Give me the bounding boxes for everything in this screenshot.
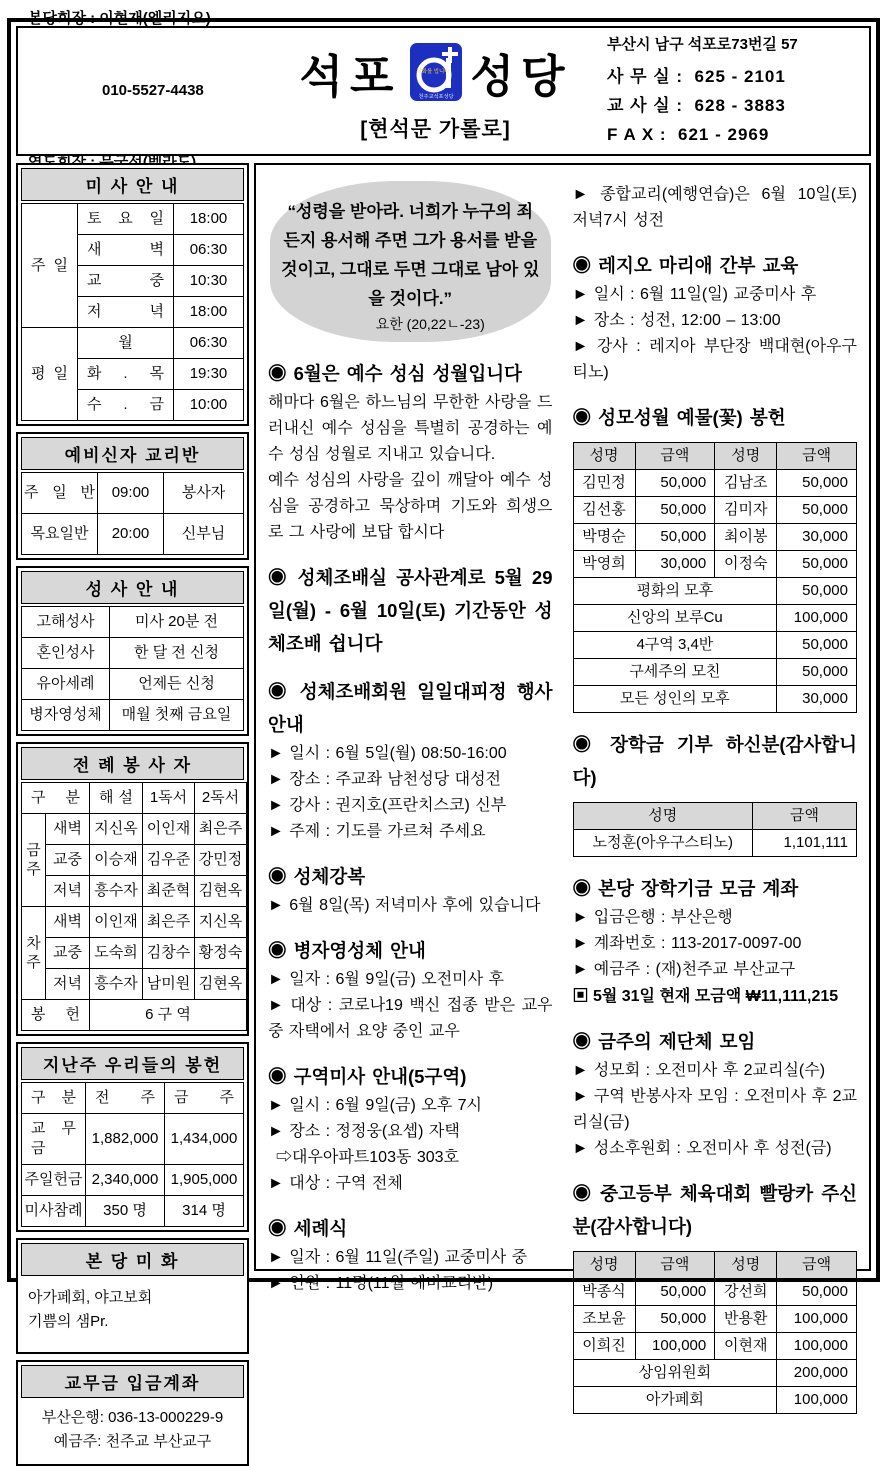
section-communion-for-sick [268,934,553,1045]
bullet-item: ► 일시 : 6월 11일(일) 교중미사 후 [572,286,817,303]
section-sacred-heart-month [268,357,553,546]
table-cell: 이승재 [90,845,143,876]
table-cell: 2독서 [195,783,247,814]
table-cell: 교중 [46,938,90,969]
table-cell: 100,000 [777,1333,857,1360]
table-row [573,605,857,632]
section-heading: ◉ 병자영성체 안내 [268,940,426,961]
table-row [22,1196,244,1227]
table-cell: 화 . 목 [78,359,174,390]
fax-number: F A X : 621 - 2969 [607,125,770,144]
table-row [22,669,244,700]
table-cell: 50,000 [777,578,857,605]
table-cell: 10:00 [174,390,244,421]
table-cell: 해 설 [90,783,143,814]
logo-peace-text: 평화를 빕니다 [416,69,449,75]
table-cell: 최준혁 [143,876,195,907]
table-cell: 저녁 [46,969,90,1000]
bullet-item: ► 종합교리(예행연습)은 6월 10일(토) 저녁7시 성전 [572,186,857,229]
table-cell: 교중 [46,845,90,876]
church-title-block [264,40,607,143]
section-heading: ◉ 세례식 [268,1218,348,1239]
gospel-quote-reference: 요한 (20,22ㄴ-23) [375,316,485,332]
table-cell: 흥수자 [90,876,143,907]
panel-title: 예비신자 교리반 [21,437,244,470]
section-benediction [268,860,553,919]
table-cell: 새 벽 [78,235,174,266]
table-cell: 350 명 [86,1196,165,1227]
table-cell: 1,101,111 [753,830,857,857]
church-logo-icon [409,42,463,102]
sacraments-table [21,606,244,731]
bullet-item: ► 강사 : 레지아 부단장 백대현(아우구티노) [572,338,857,381]
table-row [573,659,857,686]
table-row [573,497,857,524]
table-cell: 토 요 일 [78,204,174,235]
table-cell: 매월 첫째 금요일 [110,700,244,731]
table-cell: 구 분 [22,1083,86,1114]
table-cell: 월 [78,328,174,359]
table-cell: 평 일 [22,328,78,421]
bullet-item: ► 일자 : 6월 11일(주일) 교중미사 중 [268,1249,528,1266]
table-cell: 수 . 금 [78,390,174,421]
table-cell: 금액 [753,803,857,830]
table-row [573,551,857,578]
table-row [22,638,244,669]
bullet-item: ► 일시 : 6월 9일(금) 오후 7시 [268,1097,482,1114]
table-cell: 이현재 [715,1333,777,1360]
panel-liturgy-servers [16,742,249,1036]
table-cell: 금 주 [165,1083,244,1114]
table-cell: 주 일 [22,204,78,328]
table-cell: 2,340,000 [86,1165,165,1196]
table-cell: 봉사자 [164,473,244,514]
table-row [22,328,244,359]
announcements-column-left [268,167,553,1292]
bullet-item: ► 인원 : 11명(11월 예비교리반) [268,1275,494,1292]
section-may-flower-offering [573,401,858,713]
bullet-item: ► 일자 : 6월 9일(금) 오전미사 후 [268,971,504,988]
paragraph: 예수 성심의 사랑을 깊이 깨달아 예수 성심을 공경하고 묵상하며 기도와 희생으로 그 사랑에 보답 합시다 [268,472,553,541]
section-rehearsal-note [573,182,858,234]
table-cell: 10:30 [174,266,244,297]
bullet-item: ► 구역 반봉사자 모임 : 오전미사 후 2교리실(금) [572,1088,857,1131]
table-cell: 100,000 [635,1333,715,1360]
panel-title: 미 사 안 내 [21,168,244,201]
section-heading: ◉ 성모성월 예물(꽃) 봉헌 [572,407,786,428]
table-cell: 지신옥 [195,907,247,938]
table-cell: 반용환 [715,1306,777,1333]
page-frame [7,10,880,1450]
bank-account-body [18,1400,247,1464]
table-cell: 성명 [573,803,753,830]
section-adoration-room-closed [268,561,553,660]
table-cell: 1,882,000 [86,1114,165,1165]
panel-mass-schedule [16,163,249,426]
table-cell: 19:30 [174,359,244,390]
table-row [573,443,857,470]
panel-title: 본 당 미 화 [21,1243,244,1276]
office-phone: 사 무 실 : 625 - 2101 [607,67,786,86]
panel-last-week-offering [16,1042,249,1232]
table-cell: 50,000 [777,551,857,578]
table-cell: 314 명 [165,1196,244,1227]
bullet-item: ► 대상 : 코로나19 백신 접종 받은 교우 중 자택에서 요양 중인 교우 [268,997,553,1040]
panel-title: 교무금 입금계좌 [21,1365,244,1398]
bullet-item: ► 성소후원회 : 오전미사 후 성전(금) [572,1140,832,1157]
panel-sacraments [16,566,249,736]
table-cell: 성명 [573,443,635,470]
bullet-item: ► 일시 : 6월 5일(월) 08:50-16:00 [268,745,507,762]
table-row [573,830,857,857]
table-cell: 30,000 [777,524,857,551]
table-cell: 김선홍 [573,497,635,524]
panel-title: 지난주 우리들의 봉헌 [21,1047,244,1080]
edu-office-phone: 교 사 실 : 628 - 3883 [607,96,786,115]
section-scholarship-donor [573,728,858,857]
logo-church-text: 천주교석포성당 [417,94,454,100]
table-row [22,607,244,638]
bullet-item: ► 예금주 : (재)천주교 부산교구 [572,961,796,978]
table-cell: 이희진 [573,1333,635,1360]
section-heading: ◉ 장학금 기부 하신분(감사합니다) [572,734,857,788]
table-cell: 박종식 [573,1279,635,1306]
table-row [573,1333,857,1360]
table-cell: 성명 [715,443,777,470]
fund-total-note: ▣ 5월 31일 현재 모금액 ₩11,111,215 [572,988,839,1005]
table-row [573,524,857,551]
panel-title: 성 사 안 내 [21,571,244,604]
table-cell: 김현옥 [195,876,247,907]
section-baptism [268,1212,553,1297]
table-cell: 조보윤 [573,1306,635,1333]
table-row [573,470,857,497]
table-row [573,1387,857,1414]
parish-flowers-body [18,1278,247,1352]
section-heading: ◉ 성체조배회원 일일대피정 행사 안내 [268,681,553,735]
text-line: 부산은행: 036-13-000229-9 [41,1409,224,1426]
section-palanca-donors [573,1177,858,1414]
table-cell: 평화의 모후 [573,578,777,605]
liturgy-servers-table [21,782,247,1031]
table-cell: 09:00 [98,473,164,514]
table-cell: 구 분 [22,783,90,814]
table-cell: 금액 [777,443,857,470]
panel-parish-flowers [16,1238,249,1354]
table-cell: 금주 [22,814,46,907]
table-cell: 100,000 [777,605,857,632]
table-cell: 금액 [635,1252,715,1279]
table-row [22,1083,244,1114]
section-heading: ◉ 금주의 제단체 모임 [572,1031,756,1052]
bullet-item: ► 주제 : 기도를 가르쳐 주세요 [268,823,486,840]
table-cell: 혼인성사 [22,638,110,669]
table-cell: 차주 [22,907,46,1000]
table-cell: 봉 헌 [22,1000,90,1031]
table-cell: 200,000 [777,1360,857,1387]
table-cell: 최이봉 [715,524,777,551]
table-cell: 교 중 [78,266,174,297]
table-cell: 이인재 [143,814,195,845]
scholarship-donor-table [573,802,858,857]
table-cell: 병자영성체 [22,700,110,731]
palanca-donors-table [573,1251,858,1414]
table-cell: 100,000 [777,1306,857,1333]
table-row [22,876,247,907]
table-cell: 상임위원회 [573,1360,777,1387]
table-cell: 1,434,000 [165,1114,244,1165]
table-cell: 구세주의 모친 [573,659,777,686]
section-heading: ◉ 본당 장학기금 모금 계좌 [572,878,799,899]
bullet-item: ► 성모회 : 오전미사 후 2교리실(수) [572,1062,826,1079]
masthead [16,10,871,156]
table-cell: 교 무 금 [22,1114,86,1165]
table-row [22,514,244,555]
table-cell: 박명순 [573,524,635,551]
table-cell: 18:00 [174,297,244,328]
table-row [22,938,247,969]
church-address: 부산시 남구 석포로73번길 57 [607,36,798,53]
section-district-mass [268,1060,553,1197]
table-cell: 김민정 [573,470,635,497]
table-cell: 남미원 [143,969,195,1000]
catechism-table [21,472,244,555]
table-row [22,1000,247,1031]
table-cell: 황정숙 [195,938,247,969]
table-cell: 1독서 [143,783,195,814]
table-cell: 50,000 [635,470,715,497]
text-line: 아가페회, 야고보회 [28,1289,153,1306]
table-cell: 김남조 [715,470,777,497]
table-cell: 김창수 [143,938,195,969]
table-cell: 이정숙 [715,551,777,578]
table-row [22,845,247,876]
table-cell: 새벽 [46,907,90,938]
left-sidebar [16,163,249,1450]
table-cell: 성명 [715,1252,777,1279]
table-cell: 30,000 [777,686,857,713]
bullet-item: ► 강사 : 권지호(프란치스코) 신부 [268,797,507,814]
table-cell: 김우준 [143,845,195,876]
table-cell: 김현옥 [195,969,247,1000]
table-cell: 목요일반 [22,514,98,555]
section-heading: ◉ 성체강복 [268,866,366,887]
section-legio-training [573,249,858,386]
section-weekly-group-meetings [573,1025,858,1162]
table-cell: 1,905,000 [165,1165,244,1196]
table-cell: 50,000 [635,1279,715,1306]
table-row [573,578,857,605]
section-heading: ◉ 중고등부 체육대회 빨랑카 주신분(감사합니다) [572,1183,857,1237]
church-title-right: 성당 [470,50,572,102]
content-area [16,163,871,1450]
table-row [22,1165,244,1196]
table-cell: 50,000 [777,1279,857,1306]
table-cell: 4구역 3,4반 [573,632,777,659]
staff-line: 본당회장 : 이현재(엘리지오) [28,10,211,27]
bullet-subitem: ⇨대우아파트103동 303호 [276,1149,460,1166]
table-cell: 미사 20분 전 [110,607,244,638]
table-cell: 50,000 [777,497,857,524]
section-heading: ◉ 구역미사 안내(5구역) [268,1066,467,1087]
table-cell: 신부님 [164,514,244,555]
table-cell: 아가페회 [573,1387,777,1414]
panel-catechism-class [16,432,249,560]
section-heading: ◉ 성체조배실 공사관계로 5월 29일(월) - 6월 10일(토) 기간동안 성체조배 쉽니다 [268,567,553,654]
table-cell: 주일헌금 [22,1165,86,1196]
table-cell: 저녁 [46,876,90,907]
table-cell: 이인재 [90,907,143,938]
table-cell: 고해성사 [22,607,110,638]
table-cell: 한 달 전 신청 [110,638,244,669]
table-row [22,783,247,814]
table-cell: 강민정 [195,845,247,876]
table-row [22,204,244,235]
table-cell: 미사참례 [22,1196,86,1227]
table-row [22,1114,244,1165]
table-cell: 18:00 [174,204,244,235]
table-cell: 50,000 [777,470,857,497]
table-cell: 언제든 신청 [110,669,244,700]
table-cell: 100,000 [777,1387,857,1414]
table-cell: 유아세례 [22,669,110,700]
table-row [573,1360,857,1387]
church-title-row [264,40,607,105]
bullet-item: ► 장소 : 성전, 12:00 – 13:00 [572,312,781,329]
table-row [22,969,247,1000]
section-scholarship-account [573,872,858,1010]
table-row [22,907,247,938]
table-row [22,700,244,731]
table-cell: 노정훈(아우구스티노) [573,830,753,857]
bullet-item: ► 6월 8일(목) 저녁미사 후에 있습니다 [268,897,541,914]
offering-table [21,1082,244,1227]
panel-bank-account [16,1360,249,1466]
table-cell: 신앙의 보루Cu [573,605,777,632]
announcements-box [254,163,871,1408]
table-cell: 성명 [573,1252,635,1279]
table-cell: 06:30 [174,328,244,359]
mass-schedule-table [21,203,244,421]
table-row [573,686,857,713]
table-cell: 박영희 [573,551,635,578]
flower-offering-table [573,442,858,713]
church-title-left: 석포 [299,50,401,102]
bullet-item: ► 장소 : 주교좌 남천성당 대성전 [268,771,501,788]
gospel-quote-text: “성령을 받아라. 너희가 누구의 죄든지 용서해 주면 그가 용서를 받을 것이고, 그대로 두면 그대로 남아 있을 것이다.” [281,202,540,308]
pastor-subtitle: [현석문 가롤로] [360,117,511,141]
table-row [573,1279,857,1306]
announcements-column-right [572,167,858,1408]
table-cell: 50,000 [777,632,857,659]
table-row [22,814,247,845]
bullet-item: ► 장소 : 정정웅(요셉) 자택 [268,1123,460,1140]
table-cell: 금액 [777,1252,857,1279]
table-cell: 모든 성인의 모후 [573,686,777,713]
table-cell: 새벽 [46,814,90,845]
table-cell: 최은주 [143,907,195,938]
table-row [573,1306,857,1333]
table-cell: 30,000 [635,551,715,578]
table-cell: 저 녁 [78,297,174,328]
staff-phone: 010-5527-4438 [102,82,204,99]
gospel-quote-bubble [270,181,551,342]
table-cell: 김미자 [715,497,777,524]
table-cell: 6 구 역 [90,1000,247,1031]
contact-block [607,33,859,149]
section-heading: ◉ 6월은 예수 성심 성월입니다 [268,363,522,384]
table-cell: 50,000 [635,1306,715,1333]
text-line: 예금주: 천주교 부산교구 [53,1433,212,1450]
table-cell: 도숙희 [90,938,143,969]
bullet-item: ► 입금은행 : 부산은행 [572,909,733,926]
table-cell: 전 주 [86,1083,165,1114]
section-adoration-retreat [268,675,553,845]
table-cell: 흥수자 [90,969,143,1000]
table-cell: 50,000 [635,497,715,524]
bullet-item: ► 대상 : 구역 전체 [268,1175,403,1192]
bullet-item: ► 계좌번호 : 113-2017-0097-00 [572,935,802,952]
table-cell: 최은주 [195,814,247,845]
table-cell: 50,000 [635,524,715,551]
table-cell: 20:00 [98,514,164,555]
panel-title: 전 례 봉 사 자 [21,747,244,780]
section-heading: ◉ 레지오 마리애 간부 교육 [572,255,799,276]
table-cell: 06:30 [174,235,244,266]
text-line: 기쁨의 샘Pr. [28,1313,109,1330]
table-cell: 금액 [635,443,715,470]
table-row [573,632,857,659]
table-row [22,473,244,514]
table-cell: 50,000 [777,659,857,686]
paragraph: 해마다 6월은 하느님의 무한한 사랑을 드러내신 예수 성심을 특별히 공경하는 예수 성심 성월로 지내고 있습니다. [268,394,553,463]
table-row [573,803,857,830]
table-cell: 주 일 반 [22,473,98,514]
table-row [573,1252,857,1279]
table-cell: 강선희 [715,1279,777,1306]
table-cell: 지신옥 [90,814,143,845]
